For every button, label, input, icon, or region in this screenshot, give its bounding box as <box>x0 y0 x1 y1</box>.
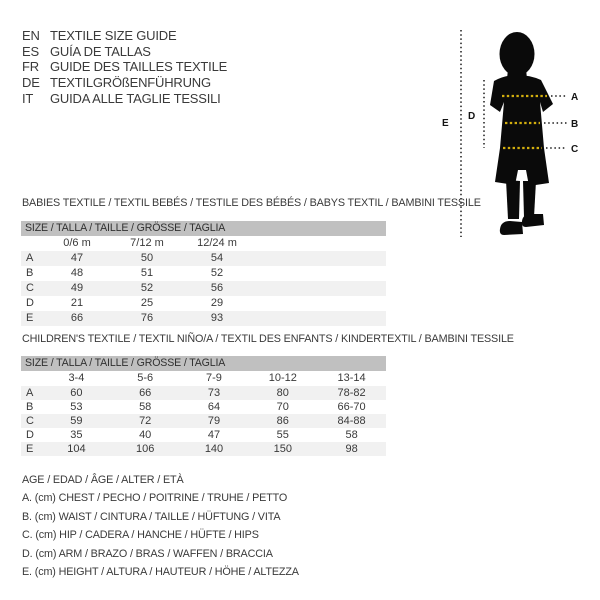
legend-item-hip: C. (cm) HIP / CADERA / HANCHE / HÜFTE / HIPS <box>22 529 259 542</box>
cell: 40 <box>139 429 152 442</box>
cell: 140 <box>204 443 224 456</box>
cell: 72 <box>139 414 152 427</box>
legend-item-waist: B. (cm) WAIST / CINTURA / TAILLE / HÜFTUNG / VITA <box>22 510 281 523</box>
cell: 47 <box>207 429 221 442</box>
cell: 49 <box>70 282 84 294</box>
cell: 25 <box>140 297 154 309</box>
table-row <box>21 428 386 442</box>
table-row <box>21 266 386 281</box>
babies-heading: BABIES TEXTILE / TEXTIL BEBÉS / TESTILE DES BÉBÉS / BABYS TEXTIL / BAMBINI TESSILE <box>22 197 481 209</box>
measurement-legend <box>22 471 299 581</box>
childrens-size-header-bar: SIZE / TALLA / TAILLE / GRÖSSE / TAGLIA <box>21 356 386 371</box>
table-row <box>21 442 386 456</box>
cell: 55 <box>276 429 289 442</box>
cell: 48 <box>70 267 84 279</box>
cell: 80 <box>276 386 289 399</box>
cell: 52 <box>140 282 154 294</box>
child-silhouette-icon <box>490 32 553 235</box>
babies-column-header-row <box>21 236 386 251</box>
language-list <box>22 28 227 106</box>
cell: 53 <box>70 400 83 413</box>
cell: 47 <box>70 252 84 264</box>
column-header: 12/24 m <box>197 237 237 249</box>
lang-code: EN <box>22 28 40 43</box>
cell: 58 <box>139 400 152 413</box>
lang-label: TEXTILGRÖßENFÜHRUNG <box>50 75 211 91</box>
column-header: 5-6 <box>137 372 154 384</box>
lang-row-it <box>22 91 227 107</box>
cell: 104 <box>67 443 86 456</box>
cell: 35 <box>70 429 83 442</box>
lang-code: ES <box>22 43 39 59</box>
childrens-heading: CHILDREN'S TEXTILE / TEXTIL NIÑO/A / TEXTIL DES ENFANTS / KINDERTEXTIL / BAMBINI TESSILE <box>22 333 514 345</box>
cell: 150 <box>273 443 292 456</box>
column-header: 7/12 m <box>130 237 164 249</box>
row-label: B <box>26 400 34 413</box>
column-header: 0/6 m <box>63 237 91 249</box>
table-row <box>21 281 386 296</box>
babies-size-header-bar: SIZE / TALLA / TAILLE / GRÖSSE / TAGLIA <box>21 221 386 236</box>
cell: 70 <box>276 400 289 413</box>
cell: 86 <box>276 414 289 427</box>
cell: 58 <box>345 429 358 442</box>
cell: 66 <box>70 312 84 324</box>
table-row <box>21 400 386 414</box>
table-row <box>21 386 386 400</box>
cell: 78-82 <box>337 386 366 399</box>
lang-row-en <box>22 28 227 44</box>
lang-label: GUIDA ALLE TAGLIE TESSILI <box>50 90 221 106</box>
lang-row-de <box>22 75 227 91</box>
cell: 66 <box>139 386 152 399</box>
cell: 98 <box>345 443 358 456</box>
column-header: 3-4 <box>68 372 85 384</box>
measure-label-b: B <box>571 119 579 130</box>
measure-label-d: D <box>468 111 476 122</box>
column-header: 13-14 <box>337 372 366 384</box>
row-label: C <box>26 282 34 294</box>
cell: 93 <box>210 312 224 324</box>
cell: 50 <box>140 252 154 264</box>
cell: 51 <box>140 267 154 279</box>
lang-code: IT <box>22 90 34 106</box>
cell: 60 <box>70 386 83 399</box>
cell: 59 <box>70 414 83 427</box>
empty-corner-cell <box>21 371 42 386</box>
row-label: A <box>26 252 34 264</box>
legend-item-arm: D. (cm) ARM / BRAZO / BRAS / WAFFEN / BRACCIA <box>22 547 273 560</box>
lang-label: GUÍA DE TALLAS <box>50 43 151 59</box>
table-row <box>21 251 386 266</box>
row-label: E <box>26 443 34 456</box>
cell: 56 <box>210 282 224 294</box>
lang-code: DE <box>22 75 40 91</box>
cell: 84-88 <box>337 414 366 427</box>
row-label: E <box>26 312 34 324</box>
cell: 79 <box>207 414 221 427</box>
childrens-column-header-row <box>21 371 386 386</box>
lang-code: FR <box>22 59 39 75</box>
row-label: A <box>26 386 34 399</box>
cell: 52 <box>210 267 224 279</box>
cell: 64 <box>207 400 221 413</box>
table-row <box>21 311 386 326</box>
row-label: C <box>26 414 34 427</box>
measure-label-a: A <box>571 92 579 103</box>
row-label: D <box>26 297 34 309</box>
legend-age: AGE / EDAD / ÂGE / ALTER / ETÀ <box>22 474 184 486</box>
table-row <box>21 414 386 428</box>
cell: 66-70 <box>337 400 366 413</box>
cell: 21 <box>70 297 84 309</box>
cell: 76 <box>140 312 154 324</box>
cell: 54 <box>210 252 224 264</box>
cell: 106 <box>136 443 155 456</box>
cell: 73 <box>207 386 221 399</box>
legend-item-height: E. (cm) HEIGHT / ALTURA / HAUTEUR / HÖHE / ALTEZZA <box>22 566 299 579</box>
babies-size-table <box>21 221 386 326</box>
row-label: B <box>26 267 34 279</box>
column-header: 10-12 <box>268 372 297 384</box>
lang-label: GUIDE DES TAILLES TEXTILE <box>50 59 228 75</box>
empty-corner-cell <box>21 236 42 251</box>
column-header: 7-9 <box>206 372 222 384</box>
measure-label-c: C <box>571 144 579 155</box>
lang-row-es <box>22 44 227 60</box>
row-label: D <box>26 429 34 442</box>
cell: 29 <box>210 297 224 309</box>
table-row <box>21 296 386 311</box>
childrens-size-table <box>21 356 386 456</box>
legend-item-chest: A. (cm) CHEST / PECHO / POITRINE / TRUHE / PETTO <box>22 492 288 505</box>
measure-label-e: E <box>442 118 449 129</box>
lang-label: TEXTILE SIZE GUIDE <box>50 28 177 43</box>
lang-row-fr <box>22 59 227 75</box>
